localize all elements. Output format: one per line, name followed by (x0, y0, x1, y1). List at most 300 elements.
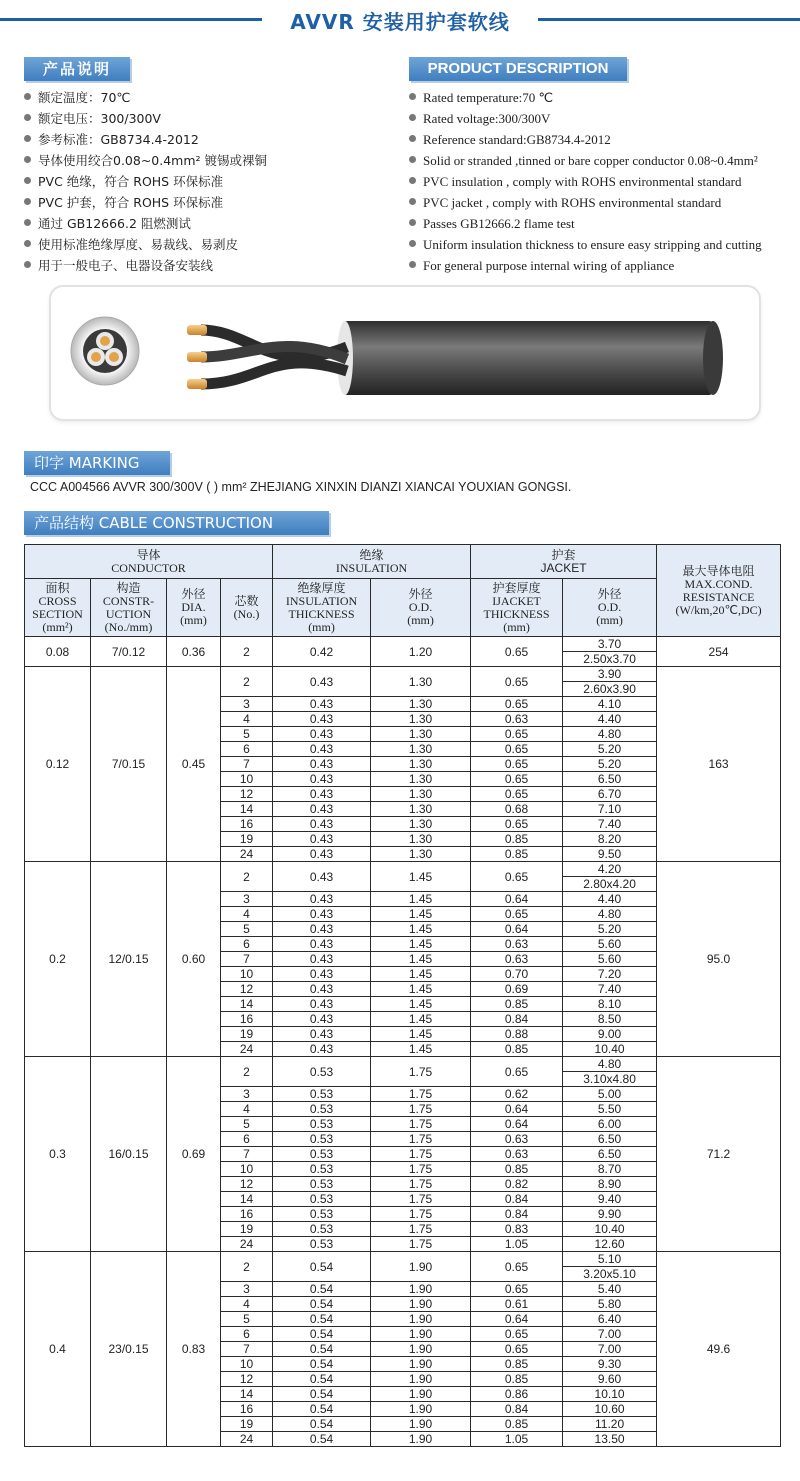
jacket-od-cell: 6.40 (563, 1312, 657, 1327)
insulation-od-cell: 1.90 (371, 1387, 471, 1402)
bullet-dot-icon (24, 198, 31, 205)
insulation-thickness-cell: 0.54 (273, 1342, 371, 1357)
resistance-cell: 71.2 (657, 1057, 781, 1252)
insulation-od-cell: 1.75 (371, 1132, 471, 1147)
insulation-thickness-cell: 0.43 (273, 922, 371, 937)
resistance-header-cn: 最大导体电阻 (682, 563, 755, 578)
jacket-thickness-cell: 0.63 (471, 1147, 563, 1162)
jacket-thickness-cell: 0.64 (471, 922, 563, 937)
list-item-text: 用于一般电子、电器设备安装线 (38, 258, 214, 273)
list-item-text: 额定温度：70℃ (38, 90, 131, 105)
jacket-od-cell: 7.00 (563, 1342, 657, 1357)
cable-cross-section-icon (71, 317, 139, 385)
table-row (25, 667, 781, 682)
jacket-thickness-header-en2: THICKNESS (483, 606, 550, 621)
table-body (25, 637, 781, 1447)
jacket-thickness-cell: 0.85 (471, 997, 563, 1012)
insulation-thickness-cell: 0.54 (273, 1372, 371, 1387)
insulation-thickness-header-en1: INSULATION (285, 593, 358, 608)
list-item-text: 参考标准：GB8734.4-2012 (38, 132, 199, 147)
insulation-od-cell: 1.30 (371, 727, 471, 742)
insulation-thickness-cell: 0.54 (273, 1432, 371, 1447)
jacket-od-cell: 5.00 (563, 1087, 657, 1102)
jacket-thickness-cell: 0.65 (471, 697, 563, 712)
jacket-od-cell: 6.50 (563, 772, 657, 787)
bullet-dot-icon (24, 135, 31, 142)
insulation-od-cell: 1.90 (371, 1372, 471, 1387)
insulation-thickness-cell: 0.43 (273, 982, 371, 997)
jacket-thickness-cell: 0.63 (471, 712, 563, 727)
jacket-thickness-cell: 0.84 (471, 1402, 563, 1417)
cores-cell: 3 (221, 1282, 273, 1297)
jacket-thickness-cell: 1.05 (471, 1432, 563, 1447)
insulation-od-cell: 1.90 (371, 1342, 471, 1357)
bullet-dot-icon (409, 177, 416, 184)
resistance-header-en2: RESISTANCE (682, 589, 755, 604)
jacket-od-cell: 4.80 (563, 907, 657, 922)
jacket-od-cell: 12.60 (563, 1237, 657, 1252)
jacket-thickness-cell: 0.65 (471, 772, 563, 787)
jacket-thickness-cell: 0.65 (471, 742, 563, 757)
jacket-od-cell: 8.10 (563, 997, 657, 1012)
jacket-thickness-cell: 0.64 (471, 892, 563, 907)
cores-cell: 14 (221, 802, 273, 817)
cores-header-cn: 芯数 (234, 593, 259, 608)
cores-cell: 4 (221, 712, 273, 727)
cores-cell: 19 (221, 1027, 273, 1042)
cable-construction-table (24, 544, 781, 1447)
cores-cell: 7 (221, 1342, 273, 1357)
insulation-od-cell: 1.45 (371, 892, 471, 907)
resistance-header-en3: (W/km,20℃,DC) (675, 602, 762, 617)
list-item-text: 通过 GB12666.2 阻燃测试 (38, 216, 191, 231)
jacket-thickness-cell: 0.85 (471, 847, 563, 862)
bullet-dot-icon (24, 261, 31, 268)
bullet-dot-icon (24, 219, 31, 226)
jacket-thickness-cell: 0.65 (471, 907, 563, 922)
table-row (25, 1252, 781, 1267)
cores-header (221, 579, 273, 637)
bullet-dot-icon (24, 240, 31, 247)
insulation-thickness-cell: 0.54 (273, 1282, 371, 1297)
insulation-thickness-cell: 0.43 (273, 907, 371, 922)
insulation-thickness-cell: 0.53 (273, 1102, 371, 1117)
area-cell: 0.4 (25, 1252, 91, 1447)
title-rule-right (538, 18, 800, 21)
list-item (409, 171, 762, 192)
jacket-thickness-cell: 0.65 (471, 862, 563, 892)
jacket-od-cell: 9.60 (563, 1372, 657, 1387)
construction-cell: 23/0.15 (91, 1252, 167, 1447)
cores-cell: 2 (221, 1252, 273, 1282)
jacket-od-cell: 8.50 (563, 1012, 657, 1027)
list-item-text: Rated temperature:70 ℃ (423, 90, 554, 105)
jacket-od-cell: 10.60 (563, 1402, 657, 1417)
insulation-thickness-cell: 0.54 (273, 1402, 371, 1417)
jacket-thickness-cell: 0.83 (471, 1222, 563, 1237)
jacket-thickness-cell: 0.69 (471, 982, 563, 997)
insulation-thickness-cell: 0.43 (273, 742, 371, 757)
jacket-od-cell: 7.40 (563, 982, 657, 997)
insulation-od-cell: 1.30 (371, 817, 471, 832)
group-conductor-cn: 导体 (136, 547, 161, 562)
list-item-text: PVC 护套，符合 ROHS 环保标准 (38, 195, 224, 210)
jacket-od-cell: 4.40 (563, 892, 657, 907)
insulation-od-cell: 1.30 (371, 667, 471, 697)
insulation-thickness-cell: 0.42 (273, 637, 371, 667)
jacket-od-cell: 5.60 (563, 937, 657, 952)
dia-cell: 0.45 (167, 667, 221, 862)
insulation-od-cell: 1.30 (371, 802, 471, 817)
list-item (24, 108, 267, 129)
insulation-od-cell: 1.75 (371, 1207, 471, 1222)
insulation-od-cell: 1.75 (371, 1177, 471, 1192)
list-item-text: 使用标准绝缘厚度、易裁线、易剥皮 (38, 237, 239, 252)
cores-cell: 10 (221, 967, 273, 982)
jacket-od-cell: 6.00 (563, 1117, 657, 1132)
insulation-thickness-cell: 0.54 (273, 1387, 371, 1402)
group-jacket-cn: 护套 (551, 547, 576, 562)
jacket-thickness-cell: 0.88 (471, 1027, 563, 1042)
insulation-od-header (371, 579, 471, 637)
insulation-thickness-cell: 0.54 (273, 1357, 371, 1372)
jacket-od-cell: 5.20 (563, 742, 657, 757)
jacket-od-cell: 9.40 (563, 1192, 657, 1207)
list-item-text: PVC insulation , comply with ROHS environmental standard (423, 174, 742, 189)
jacket-thickness-cell: 0.63 (471, 952, 563, 967)
bullet-dot-icon (24, 156, 31, 163)
bullet-dot-icon (24, 114, 31, 121)
jacket-od-cell: 13.50 (563, 1432, 657, 1447)
jacket-od-cell: 10.10 (563, 1387, 657, 1402)
cores-cell: 14 (221, 1192, 273, 1207)
cores-cell: 6 (221, 742, 273, 757)
area-cell: 0.08 (25, 637, 91, 667)
jacket-thickness-cell: 0.65 (471, 727, 563, 742)
jacket-thickness-cell: 0.70 (471, 967, 563, 982)
jacket-thickness-cell: 0.65 (471, 637, 563, 667)
insulation-od-cell: 1.90 (371, 1417, 471, 1432)
insulation-thickness-cell: 0.43 (273, 1012, 371, 1027)
jacket-thickness-cell: 0.65 (471, 757, 563, 772)
jacket-od-cell: 6.70 (563, 787, 657, 802)
insulation-od-cell: 1.30 (371, 712, 471, 727)
jacket-thickness-cell: 0.65 (471, 1282, 563, 1297)
insulation-thickness-cell: 0.53 (273, 1147, 371, 1162)
group-conductor-en: CONDUCTOR (111, 560, 186, 575)
resistance-cell: 95.0 (657, 862, 781, 1057)
insulation-thickness-cell: 0.43 (273, 727, 371, 742)
dia-cell: 0.69 (167, 1057, 221, 1252)
jacket-thickness-header (471, 579, 563, 637)
insulation-od-cell: 1.90 (371, 1432, 471, 1447)
insulation-od-cell: 1.30 (371, 697, 471, 712)
jacket-od-cell: 9.50 (563, 847, 657, 862)
bullet-dot-icon (409, 156, 416, 163)
jacket-thickness-cell: 0.64 (471, 1102, 563, 1117)
insulation-thickness-cell: 0.43 (273, 967, 371, 982)
jacket-od-cell: 9.00 (563, 1027, 657, 1042)
cores-cell: 3 (221, 892, 273, 907)
construction-header-en3: (No./mm) (104, 619, 153, 634)
list-item (24, 129, 267, 150)
jacket-thickness-cell: 0.84 (471, 1207, 563, 1222)
insulation-thickness-header-en2: THICKNESS (288, 606, 355, 621)
insulation-od-cell: 1.45 (371, 907, 471, 922)
insulation-thickness-cell: 0.53 (273, 1207, 371, 1222)
cores-cell: 10 (221, 1357, 273, 1372)
jacket-od-cell: 4.20 (563, 862, 657, 877)
insulation-od-cell: 1.90 (371, 1327, 471, 1342)
cores-cell: 16 (221, 1402, 273, 1417)
insulation-od-cell: 1.75 (371, 1162, 471, 1177)
insulation-od-header-cn: 外径 (408, 587, 433, 601)
cable-side-view-icon (187, 321, 723, 395)
construction-header-cn: 构造 (116, 580, 141, 595)
jacket-thickness-cell: 0.61 (471, 1297, 563, 1312)
insulation-thickness-cell: 0.43 (273, 802, 371, 817)
list-item-text: PVC 绝缘，符合 ROHS 环保标准 (38, 174, 224, 189)
construction-cell: 16/0.15 (91, 1057, 167, 1252)
jacket-thickness-cell: 0.65 (471, 667, 563, 697)
jacket-thickness-cell: 0.85 (471, 1372, 563, 1387)
insulation-thickness-header-cn: 绝缘厚度 (297, 580, 346, 595)
cores-cell: 24 (221, 1432, 273, 1447)
group-insulation-header (273, 545, 471, 579)
insulation-od-cell: 1.90 (371, 1402, 471, 1417)
jacket-od-cell: 5.50 (563, 1102, 657, 1117)
jacket-thickness-cell: 0.85 (471, 1042, 563, 1057)
jacket-od-cell: 5.80 (563, 1297, 657, 1312)
insulation-thickness-cell: 0.43 (273, 712, 371, 727)
cores-cell: 3 (221, 1087, 273, 1102)
insulation-od-cell: 1.45 (371, 952, 471, 967)
jacket-thickness-cell: 0.65 (471, 1342, 563, 1357)
jacket-od-cell: 7.00 (563, 1327, 657, 1342)
list-item (24, 213, 267, 234)
insulation-thickness-cell: 0.53 (273, 1192, 371, 1207)
insulation-od-header-en1: O.D. (408, 600, 433, 614)
insulation-thickness-cell: 0.43 (273, 787, 371, 802)
jacket-thickness-cell: 0.65 (471, 1252, 563, 1282)
list-item-text: Solid or stranded ,tinned or bare copper conductor 0.08~0.4mm² (423, 153, 758, 168)
insulation-od-cell: 1.90 (371, 1297, 471, 1312)
list-item (24, 255, 267, 276)
insulation-od-cell: 1.45 (371, 1027, 471, 1042)
dia-header-en1: DIA. (181, 600, 206, 614)
area-header-cn: 面积 (45, 580, 70, 595)
insulation-thickness-cell: 0.53 (273, 1177, 371, 1192)
jacket-od-header (563, 579, 657, 637)
dia-cell: 0.36 (167, 637, 221, 667)
table-header (25, 545, 781, 637)
cores-cell: 6 (221, 1132, 273, 1147)
cores-cell: 10 (221, 1162, 273, 1177)
list-item-text: PVC jacket , comply with ROHS environmental standard (423, 195, 722, 210)
resistance-header (657, 545, 781, 637)
construction-header-en2: UCTION (105, 606, 152, 621)
desc-cn-list (24, 87, 267, 276)
cores-cell: 12 (221, 1372, 273, 1387)
cores-header-en: (No.) (233, 606, 260, 621)
dia-header-cn: 外径 (181, 587, 206, 601)
jacket-od-cell: 5.20 (563, 757, 657, 772)
construction-cell: 7/0.15 (91, 667, 167, 862)
dia-cell: 0.83 (167, 1252, 221, 1447)
dia-header-en2: (mm) (180, 613, 207, 627)
cable-illustration-svg (51, 287, 759, 419)
insulation-od-cell: 1.75 (371, 1102, 471, 1117)
cores-cell: 12 (221, 982, 273, 997)
list-item (24, 192, 267, 213)
insulation-od-cell: 1.75 (371, 1057, 471, 1087)
bullet-dot-icon (409, 261, 416, 268)
insulation-thickness-cell: 0.43 (273, 997, 371, 1012)
insulation-thickness-cell: 0.54 (273, 1252, 371, 1282)
list-item-text: Rated voltage:300/300V (423, 111, 551, 126)
cores-cell: 7 (221, 757, 273, 772)
insulation-od-cell: 1.45 (371, 982, 471, 997)
cores-cell: 6 (221, 1327, 273, 1342)
jacket-thickness-cell: 0.63 (471, 1132, 563, 1147)
list-item (409, 234, 762, 255)
bullet-dot-icon (24, 93, 31, 100)
insulation-thickness-cell: 0.53 (273, 1057, 371, 1087)
cores-cell: 2 (221, 637, 273, 667)
jacket-thickness-cell: 0.82 (471, 1177, 563, 1192)
jacket-thickness-cell: 0.85 (471, 1162, 563, 1177)
cores-cell: 16 (221, 1012, 273, 1027)
resistance-header-en1: MAX.COND. (684, 576, 753, 591)
desc-en-list (409, 87, 762, 276)
desc-cn-heading: 产品说明 (24, 57, 130, 81)
insulation-od-cell: 1.45 (371, 997, 471, 1012)
insulation-thickness-cell: 0.43 (273, 847, 371, 862)
cores-cell: 2 (221, 862, 273, 892)
insulation-od-cell: 1.30 (371, 832, 471, 847)
jacket-od-cell: 5.60 (563, 952, 657, 967)
jacket-od-cell: 10.40 (563, 1042, 657, 1057)
jacket-od-cell: 8.20 (563, 832, 657, 847)
list-item (409, 255, 762, 276)
cores-cell: 24 (221, 847, 273, 862)
jacket-od-cell: 5.20 (563, 922, 657, 937)
insulation-od-cell: 1.30 (371, 757, 471, 772)
area-header-en3: (mm²) (42, 619, 73, 634)
insulation-od-cell: 1.45 (371, 937, 471, 952)
cores-cell: 2 (221, 1057, 273, 1087)
jacket-od-cell: 2.80x4.20 (563, 877, 657, 892)
insulation-od-cell: 1.45 (371, 1042, 471, 1057)
insulation-od-cell: 1.75 (371, 1192, 471, 1207)
jacket-thickness-cell: 0.86 (471, 1387, 563, 1402)
cores-cell: 4 (221, 1102, 273, 1117)
jacket-thickness-cell: 0.84 (471, 1192, 563, 1207)
construction-header-en1: CONSTR- (102, 593, 155, 608)
insulation-thickness-cell: 0.54 (273, 1327, 371, 1342)
insulation-thickness-cell: 0.53 (273, 1237, 371, 1252)
list-item (409, 213, 762, 234)
jacket-od-cell: 6.50 (563, 1132, 657, 1147)
insulation-od-cell: 1.45 (371, 922, 471, 937)
insulation-thickness-cell: 0.53 (273, 1087, 371, 1102)
jacket-od-cell: 3.20x5.10 (563, 1267, 657, 1282)
jacket-od-cell: 8.70 (563, 1162, 657, 1177)
area-header-en2: SECTION (32, 606, 83, 621)
jacket-thickness-cell: 0.65 (471, 1327, 563, 1342)
jacket-od-cell: 4.80 (563, 727, 657, 742)
jacket-thickness-header-en3: (mm) (503, 619, 530, 634)
jacket-thickness-cell: 0.63 (471, 937, 563, 952)
marking-text: CCC A004566 AVVR 300/300V ( ) mm² ZHEJIANG XINXIN DIANZI XIANCAI YOUXIAN GONGSI. (30, 480, 572, 494)
insulation-od-cell: 1.75 (371, 1147, 471, 1162)
insulation-od-cell: 1.75 (371, 1222, 471, 1237)
insulation-thickness-cell: 0.53 (273, 1162, 371, 1177)
jacket-od-cell: 4.40 (563, 712, 657, 727)
cores-cell: 12 (221, 1177, 273, 1192)
insulation-thickness-cell: 0.53 (273, 1132, 371, 1147)
insulation-thickness-cell: 0.43 (273, 832, 371, 847)
jacket-od-header-en2: (mm) (596, 613, 623, 627)
desc-en-heading: PRODUCT DESCRIPTION (409, 57, 627, 81)
insulation-thickness-cell: 0.43 (273, 757, 371, 772)
jacket-od-cell: 7.40 (563, 817, 657, 832)
group-jacket-en: JACKET (540, 560, 587, 575)
insulation-od-cell: 1.75 (371, 1237, 471, 1252)
jacket-od-cell: 7.20 (563, 967, 657, 982)
insulation-od-cell: 1.75 (371, 1117, 471, 1132)
cores-cell: 24 (221, 1237, 273, 1252)
list-item (24, 87, 267, 108)
cores-cell: 24 (221, 1042, 273, 1057)
list-item (409, 87, 762, 108)
bullet-dot-icon (409, 114, 416, 121)
insulation-thickness-cell: 0.43 (273, 1027, 371, 1042)
jacket-thickness-cell: 0.65 (471, 1057, 563, 1087)
list-item-text: 额定电压：300/300V (38, 111, 161, 126)
insulation-thickness-cell: 0.43 (273, 772, 371, 787)
area-cell: 0.2 (25, 862, 91, 1057)
bullet-dot-icon (409, 135, 416, 142)
jacket-thickness-header-cn: 护套厚度 (492, 580, 541, 595)
jacket-od-cell: 4.10 (563, 697, 657, 712)
jacket-od-cell: 3.90 (563, 667, 657, 682)
cores-cell: 5 (221, 1312, 273, 1327)
title-bar (0, 0, 800, 40)
cores-cell: 7 (221, 1147, 273, 1162)
insulation-thickness-cell: 0.54 (273, 1417, 371, 1432)
marking-heading: 印字 MARKING (24, 451, 170, 475)
cores-cell: 16 (221, 1207, 273, 1222)
insulation-thickness-cell: 0.43 (273, 937, 371, 952)
jacket-thickness-cell: 0.85 (471, 832, 563, 847)
table-row (25, 1057, 781, 1072)
list-item-text: Passes GB12666.2 flame test (423, 216, 575, 231)
resistance-cell: 254 (657, 637, 781, 667)
construction-heading: 产品结构 CABLE CONSTRUCTION (24, 511, 329, 535)
jacket-od-cell: 2.60x3.90 (563, 682, 657, 697)
construction-cell: 12/0.15 (91, 862, 167, 1057)
cores-cell: 4 (221, 907, 273, 922)
group-insulation-cn: 绝缘 (359, 547, 384, 562)
cores-cell: 19 (221, 1417, 273, 1432)
cores-cell: 5 (221, 922, 273, 937)
jacket-od-cell: 9.30 (563, 1357, 657, 1372)
cores-cell: 14 (221, 1387, 273, 1402)
list-item (409, 108, 762, 129)
group-insulation-en: INSULATION (335, 560, 408, 575)
insulation-od-cell: 1.30 (371, 847, 471, 862)
